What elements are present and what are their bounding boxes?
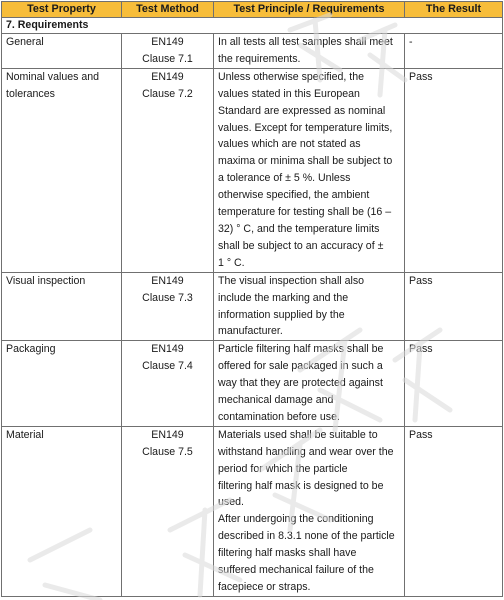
header-result: The Result xyxy=(405,2,503,18)
section-title: 7. Requirements xyxy=(2,18,503,34)
requirement-cell xyxy=(214,68,405,272)
method-cell xyxy=(122,34,214,69)
table-header-row xyxy=(2,2,503,18)
requirement-line: facepiece or straps. xyxy=(218,581,311,593)
table-row xyxy=(2,426,503,596)
result-cell: - xyxy=(405,34,503,69)
requirement-line: temperature for testing shall be (16 – xyxy=(218,206,392,219)
property-text: General xyxy=(6,36,44,48)
requirement-line: maxima or minima shall be subject to xyxy=(218,155,393,168)
requirement-line: Standard are expressed as nominal xyxy=(218,104,386,117)
requirement-line: offered for sale packaged in such a xyxy=(218,360,383,373)
method-cell xyxy=(122,272,214,341)
header-test-principle: Test Principle / Requirements xyxy=(214,2,405,18)
requirement-cell xyxy=(214,272,405,341)
requirement-line: include the marking and the xyxy=(218,291,349,304)
method-standard: EN149 xyxy=(151,70,184,83)
header-test-method: Test Method xyxy=(122,2,214,18)
requirement-cell xyxy=(214,426,405,596)
requirement-line: way that they are protected against xyxy=(218,377,383,390)
method-clause: Clause 7.5 xyxy=(142,445,193,458)
requirement-line: filtering half mask is designed to be xyxy=(218,479,384,492)
requirement-line: the requirements. xyxy=(218,52,301,65)
method-cell xyxy=(122,426,214,596)
requirement-line: Unless otherwise specified, the xyxy=(218,70,365,83)
method-clause: Clause 7.1 xyxy=(142,52,193,65)
result-cell: Pass xyxy=(405,68,503,272)
requirement-line: described in 8.3.1 none of the particle xyxy=(218,530,395,543)
requirement-line: suffered mechanical failure of the xyxy=(218,564,374,577)
requirement-line: a tolerance of ± 5 %. Unless xyxy=(218,172,351,185)
method-clause: Clause 7.3 xyxy=(142,291,193,304)
property-cell xyxy=(2,272,122,341)
requirement-line: values. Except for temperature limits, xyxy=(218,121,393,134)
result-cell: Pass xyxy=(405,426,503,596)
property-cell xyxy=(2,341,122,427)
requirement-line: In all tests all test samples shall meet xyxy=(218,36,393,48)
table-row xyxy=(2,68,503,272)
property-text: Nominal values and xyxy=(6,70,100,83)
requirement-cell xyxy=(214,341,405,427)
property-text: Material xyxy=(6,428,44,441)
requirement-line: After undergoing the conditioning xyxy=(218,513,374,526)
requirement-cell xyxy=(214,34,405,69)
requirement-line: otherwise specified, the ambient xyxy=(218,189,370,202)
result-cell: Pass xyxy=(405,272,503,341)
requirement-line: mechanical damage and xyxy=(218,394,334,407)
requirement-line: period for which the particle xyxy=(218,462,348,475)
property-cell xyxy=(2,68,122,272)
property-text: tolerances xyxy=(6,87,55,100)
table-row xyxy=(2,341,503,427)
requirement-line: values stated in this European xyxy=(218,87,360,100)
requirement-line: The visual inspection shall also xyxy=(218,274,365,287)
table-row xyxy=(2,272,503,341)
requirement-line: shall be subject to an accuracy of ± xyxy=(218,239,384,252)
table-row xyxy=(2,34,503,69)
method-clause: Clause 7.2 xyxy=(142,87,193,100)
requirements-table xyxy=(1,1,503,597)
result-cell: Pass xyxy=(405,341,503,427)
method-cell xyxy=(122,68,214,272)
method-standard: EN149 xyxy=(151,274,184,287)
requirement-line: values which are not stated as xyxy=(218,138,361,151)
requirement-line: withstand handling and wear over the xyxy=(218,445,394,458)
requirement-line: 32) ° C, and the temperature limits xyxy=(218,222,380,235)
property-text: Packaging xyxy=(6,343,56,356)
method-standard: EN149 xyxy=(151,428,184,441)
requirement-line: Materials used shall be suitable to xyxy=(218,428,378,441)
method-clause: Clause 7.4 xyxy=(142,360,193,373)
method-cell xyxy=(122,341,214,427)
header-test-property: Test Property xyxy=(2,2,122,18)
requirement-line: information supplied by the xyxy=(218,308,345,321)
requirement-line: Particle filtering half masks shall be xyxy=(218,343,384,356)
requirement-line: 1 ° C. xyxy=(218,256,245,269)
requirement-line: manufacturer. xyxy=(218,325,283,338)
section-row xyxy=(2,18,503,34)
method-standard: EN149 xyxy=(151,36,184,48)
property-cell xyxy=(2,426,122,596)
requirement-line: contamination before use. xyxy=(218,410,340,423)
property-cell xyxy=(2,34,122,69)
requirement-line: used. xyxy=(218,496,244,509)
property-text: Visual inspection xyxy=(6,274,86,287)
method-standard: EN149 xyxy=(151,343,184,356)
requirement-line: filtering half masks shall have xyxy=(218,547,357,560)
